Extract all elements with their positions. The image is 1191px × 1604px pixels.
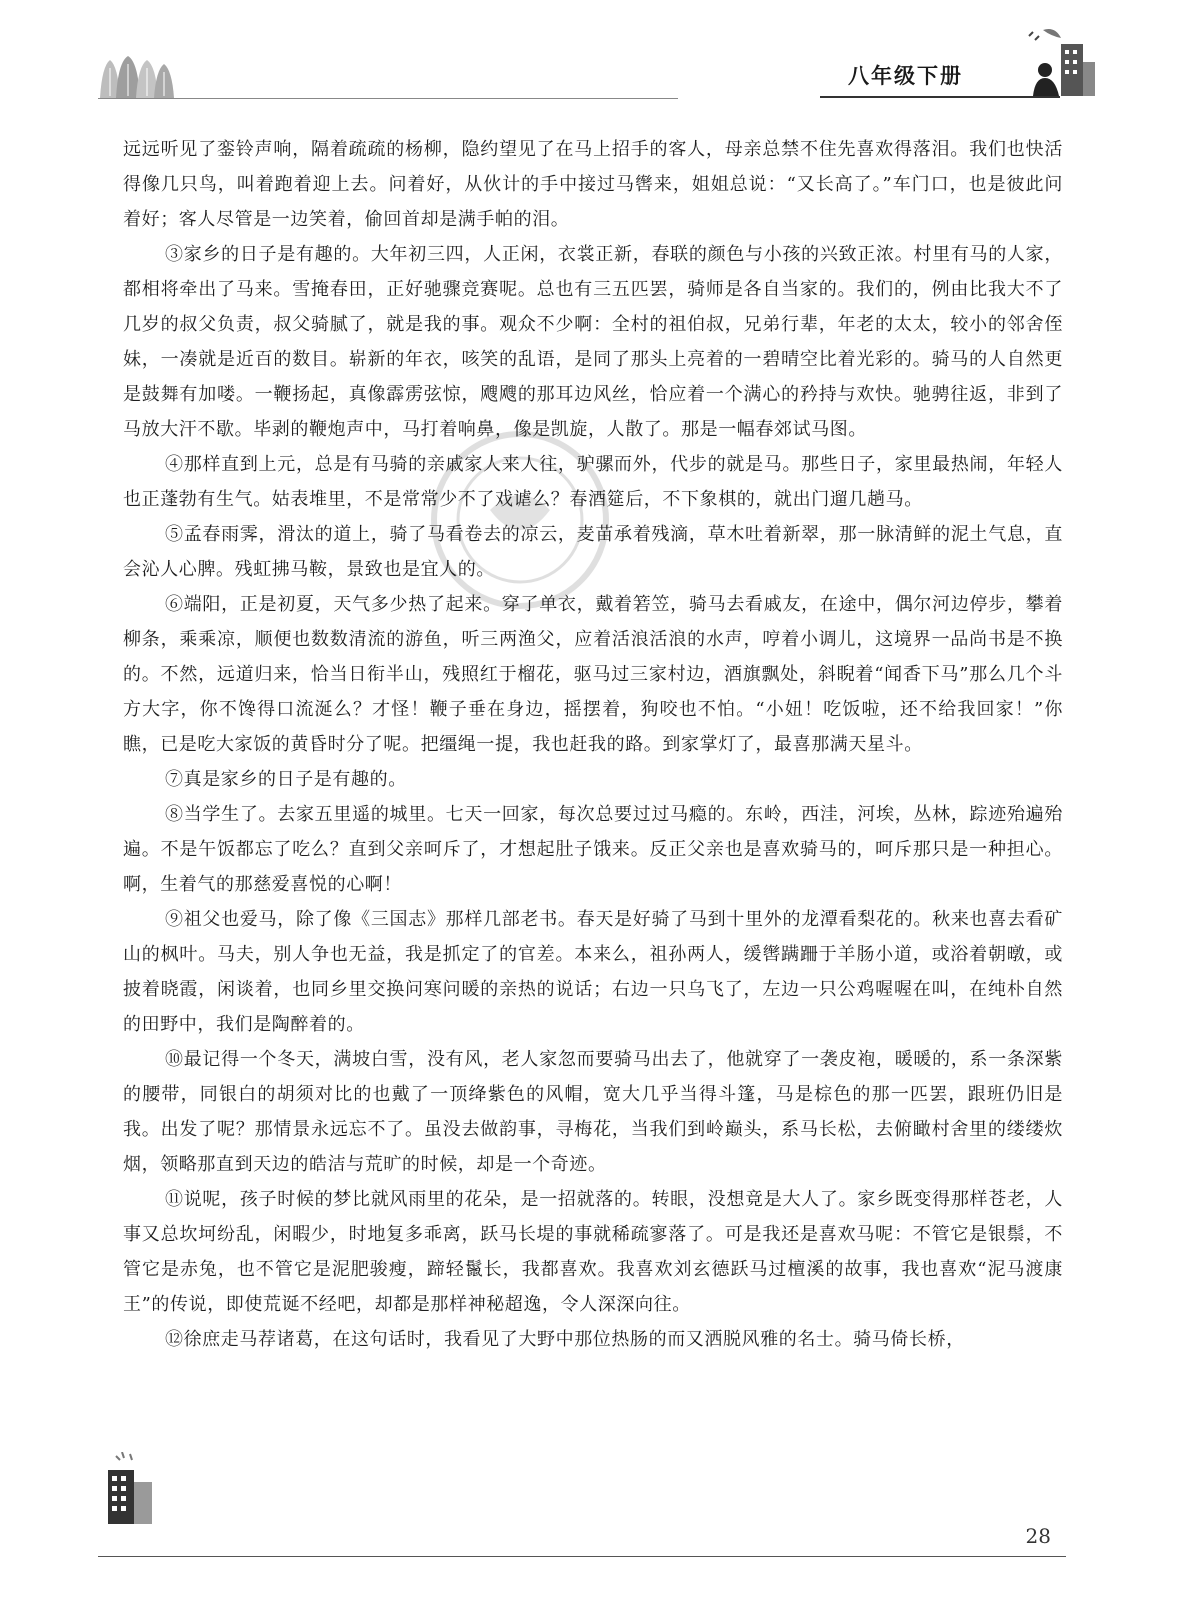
paragraph-9: ⑨祖父也爱马，除了像《三国志》那样几部老书。春天是好骑了马到十里外的龙潭看梨花的。秋来也喜去看矿山的枫叶。马夫，别人争也无益，我是抓定了的官差。本来么，祖孙两人，缓辔蹒跚于羊肠小道，或浴着朝暾，或披着晓霞，闲谈着，也同乡里交换问寒问暖的亲热的说话；右边一只乌飞了，左边一只公鸡喔喔在叫，在纯朴自然的田野中，我们是陶醉着的。 bbox=[123, 909, 1063, 1035]
paragraph-continued: 远远听见了銮铃声响，隔着疏疏的杨柳，隐约望见了在马上招手的客人，母亲总禁不住先喜欢得落泪。我们也快活得像几只鸟，叫着跑着迎上去。问着好，从伙计的手中接过马辔来，姐姐总说：“又长高了。”车门口，也是彼此问着好；客人尽管是一边笑着，偷回首却是满手帕的泪。 bbox=[123, 139, 1063, 230]
building-icon bbox=[100, 1452, 160, 1524]
paragraph-4: ④那样直到上元，总是有马骑的亲戚家人来人往，驴骡而外，代步的就是马。那些日子，家里最热闹，年轻人也正蓬勃有生气。姑表堆里，不是常常少不了戏谑么？春酒筵后，不下象棋的，就出门遛几趟马。 bbox=[123, 454, 1063, 510]
reader-building-icon bbox=[1021, 24, 1101, 96]
paragraph-11: ⑪说呢，孩子时候的梦比就风雨里的花朵，是一招就落的。转眼，没想竟是大人了。家乡既变得那样苍老，人事又总坎坷纷乱，闲暇少，时地复多乖离，跃马长堤的事就稀疏寥落了。可是我还是喜欢马呢：不管它是银鬃，不管它是赤兔，也不管它是泥肥骏瘦，蹄轻鬣长，我都喜欢。我喜欢刘玄德跃马过檀溪的故事，我也喜欢“泥马渡康王”的传说，即使荒诞不经吧，却都是那样神秘超逸，令人深深向往。 bbox=[123, 1189, 1063, 1315]
grade-title: 八年级下册 bbox=[848, 63, 963, 88]
paragraph-10: ⑩最记得一个冬天，满坡白雪，没有风，老人家忽而要骑马出去了，他就穿了一袭皮袍，暖暖的，系一条深紫的腰带，同银白的胡须对比的也戴了一顶绛紫色的风帽，宽大几乎当得斗篷，马是棕色的那一匹罢，跟班仍旧是我。出发了呢？那情景永远忘不了。虽没去做韵事，寻梅花，当我们到岭巅头，系马长松，去俯瞰村舍里的缕缕炊烟，领略那直到天边的皓洁与荒旷的时候，却是一个奇迹。 bbox=[123, 1049, 1063, 1175]
paragraph-8: ⑧当学生了。去家五里遥的城里。七天一回家，每次总要过过马瘾的。东岭，西洼，河埃，丛林，踪迹殆遍殆遍。不是午饭都忘了吃么？直到父亲呵斥了，才想起肚子饿来。反正父亲也是喜欢骑马的，呵斥那只是一种担心。啊，生着气的那慈爱喜悦的心啊！ bbox=[123, 804, 1063, 895]
paragraph-5: ⑤孟春雨霁，滑汰的道上，骑了马看卷去的凉云，麦苗承着残滴，草木吐着新翠，那一脉清鲜的泥土气息，直会沁人心脾。残虹拂马鞍，景致也是宜人的。 bbox=[123, 524, 1063, 580]
paragraph-3: ③家乡的日子是有趣的。大年初三四，人正闲，衣裳正新，春联的颜色与小孩的兴致正浓。村里有马的人家，都相将牵出了马来。雪掩春田，正好驰骤竞赛呢。总也有三五匹罢，骑师是各自当家的。我们的，例由比我大不了几岁的叔父负责，叔父骑腻了，就是我的事。观众不少啊：全村的祖伯叔，兄弟行辈，年老的太太，较小的邻舍侄妹，一凑就是近百的数目。崭新的年衣，咳笑的乱语，是同了那头上亮着的一碧晴空比着光彩的。骑马的人自然更是鼓舞有加喽。一鞭扬起，真像霹雳弦惊，飕飕的那耳边风丝，恰应着一个满心的矜持与欢快。驰骋往返，非到了马放大汗不歇。毕剥的鞭炮声中，马打着响鼻，像是凯旋，人散了。那是一幅春郊试马图。 bbox=[123, 244, 1063, 440]
footer-divider bbox=[98, 1556, 1066, 1557]
header-divider-left bbox=[98, 98, 678, 99]
article-body bbox=[123, 132, 1063, 1357]
paragraph-12: ⑫徐庶走马荐诸葛，在这句话时，我看见了大野中那位热肠的而又洒脱风雅的名士。骑马倚长桥， bbox=[165, 1329, 965, 1350]
paragraph-6: ⑥端阳，正是初夏，天气多少热了起来。穿了单衣，戴着箬笠，骑马去看戚友，在途中，偶尔河边停步，攀着柳条，乘乘凉，顺便也数数清流的游鱼，听三两渔父，应着活浪活浪的水声，哼着小调儿，这境界一品尚书是不换的。不然，远道归来，恰当日衔半山，残照红于榴花，驱马过三家村边，酒旗飘处，斜睨着“闻香下马”那么几个斗方大字，你不馋得口流涎么？才怪！鞭子垂在身边，摇摆着，狗咬也不怕。“小妞！吃饭啦，还不给我回家！”你瞧，已是吃大家饭的黄昏时分了呢。把缰绳一提，我也赶我的路。到家掌灯了，最喜那满天星斗。 bbox=[123, 594, 1063, 755]
paragraph-7: ⑦真是家乡的日子是有趣的。 bbox=[165, 769, 407, 790]
page-header bbox=[0, 0, 1191, 110]
header-divider-right bbox=[820, 96, 1060, 98]
page-number: 28 bbox=[1025, 1524, 1051, 1548]
trees-icon bbox=[96, 56, 176, 98]
